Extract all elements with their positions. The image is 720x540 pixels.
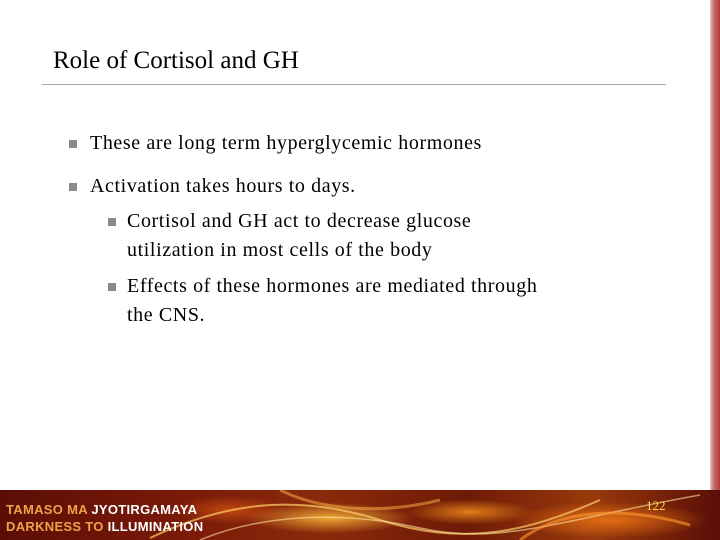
sub-bullet-line: Cortisol and GH act to decrease glucose (127, 210, 472, 232)
bullet-square-icon (69, 140, 77, 148)
bullet-square-icon (108, 218, 116, 226)
bullet-text: These are long term hyperglycemic hormones (90, 132, 482, 154)
slide-title: Role of Cortisol and GH (53, 47, 299, 74)
page-number: 122 (646, 498, 666, 513)
right-accent-bar (710, 0, 720, 490)
title-divider (42, 84, 666, 85)
bullet-square-icon (108, 283, 116, 291)
footer-motto-line1: TAMASO MA JYOTIRGAMAYA (6, 502, 198, 517)
bullet-square-icon (69, 183, 77, 191)
sub-bullet-item (127, 205, 647, 266)
sub-bullet-line: the CNS. (127, 304, 206, 326)
bullet-item (90, 131, 482, 155)
footer-motto-line2: DARKNESS TO ILLUMINATION (6, 519, 204, 534)
sub-bullet-line: utilization in most cells of the body (127, 239, 433, 261)
sub-bullet-line: Effects of these hormones are mediated through (127, 275, 538, 297)
bullet-item (90, 174, 356, 198)
bullet-text: Activation takes hours to days. (90, 175, 356, 197)
sub-bullet-item (127, 270, 647, 331)
footer-banner (0, 490, 720, 540)
